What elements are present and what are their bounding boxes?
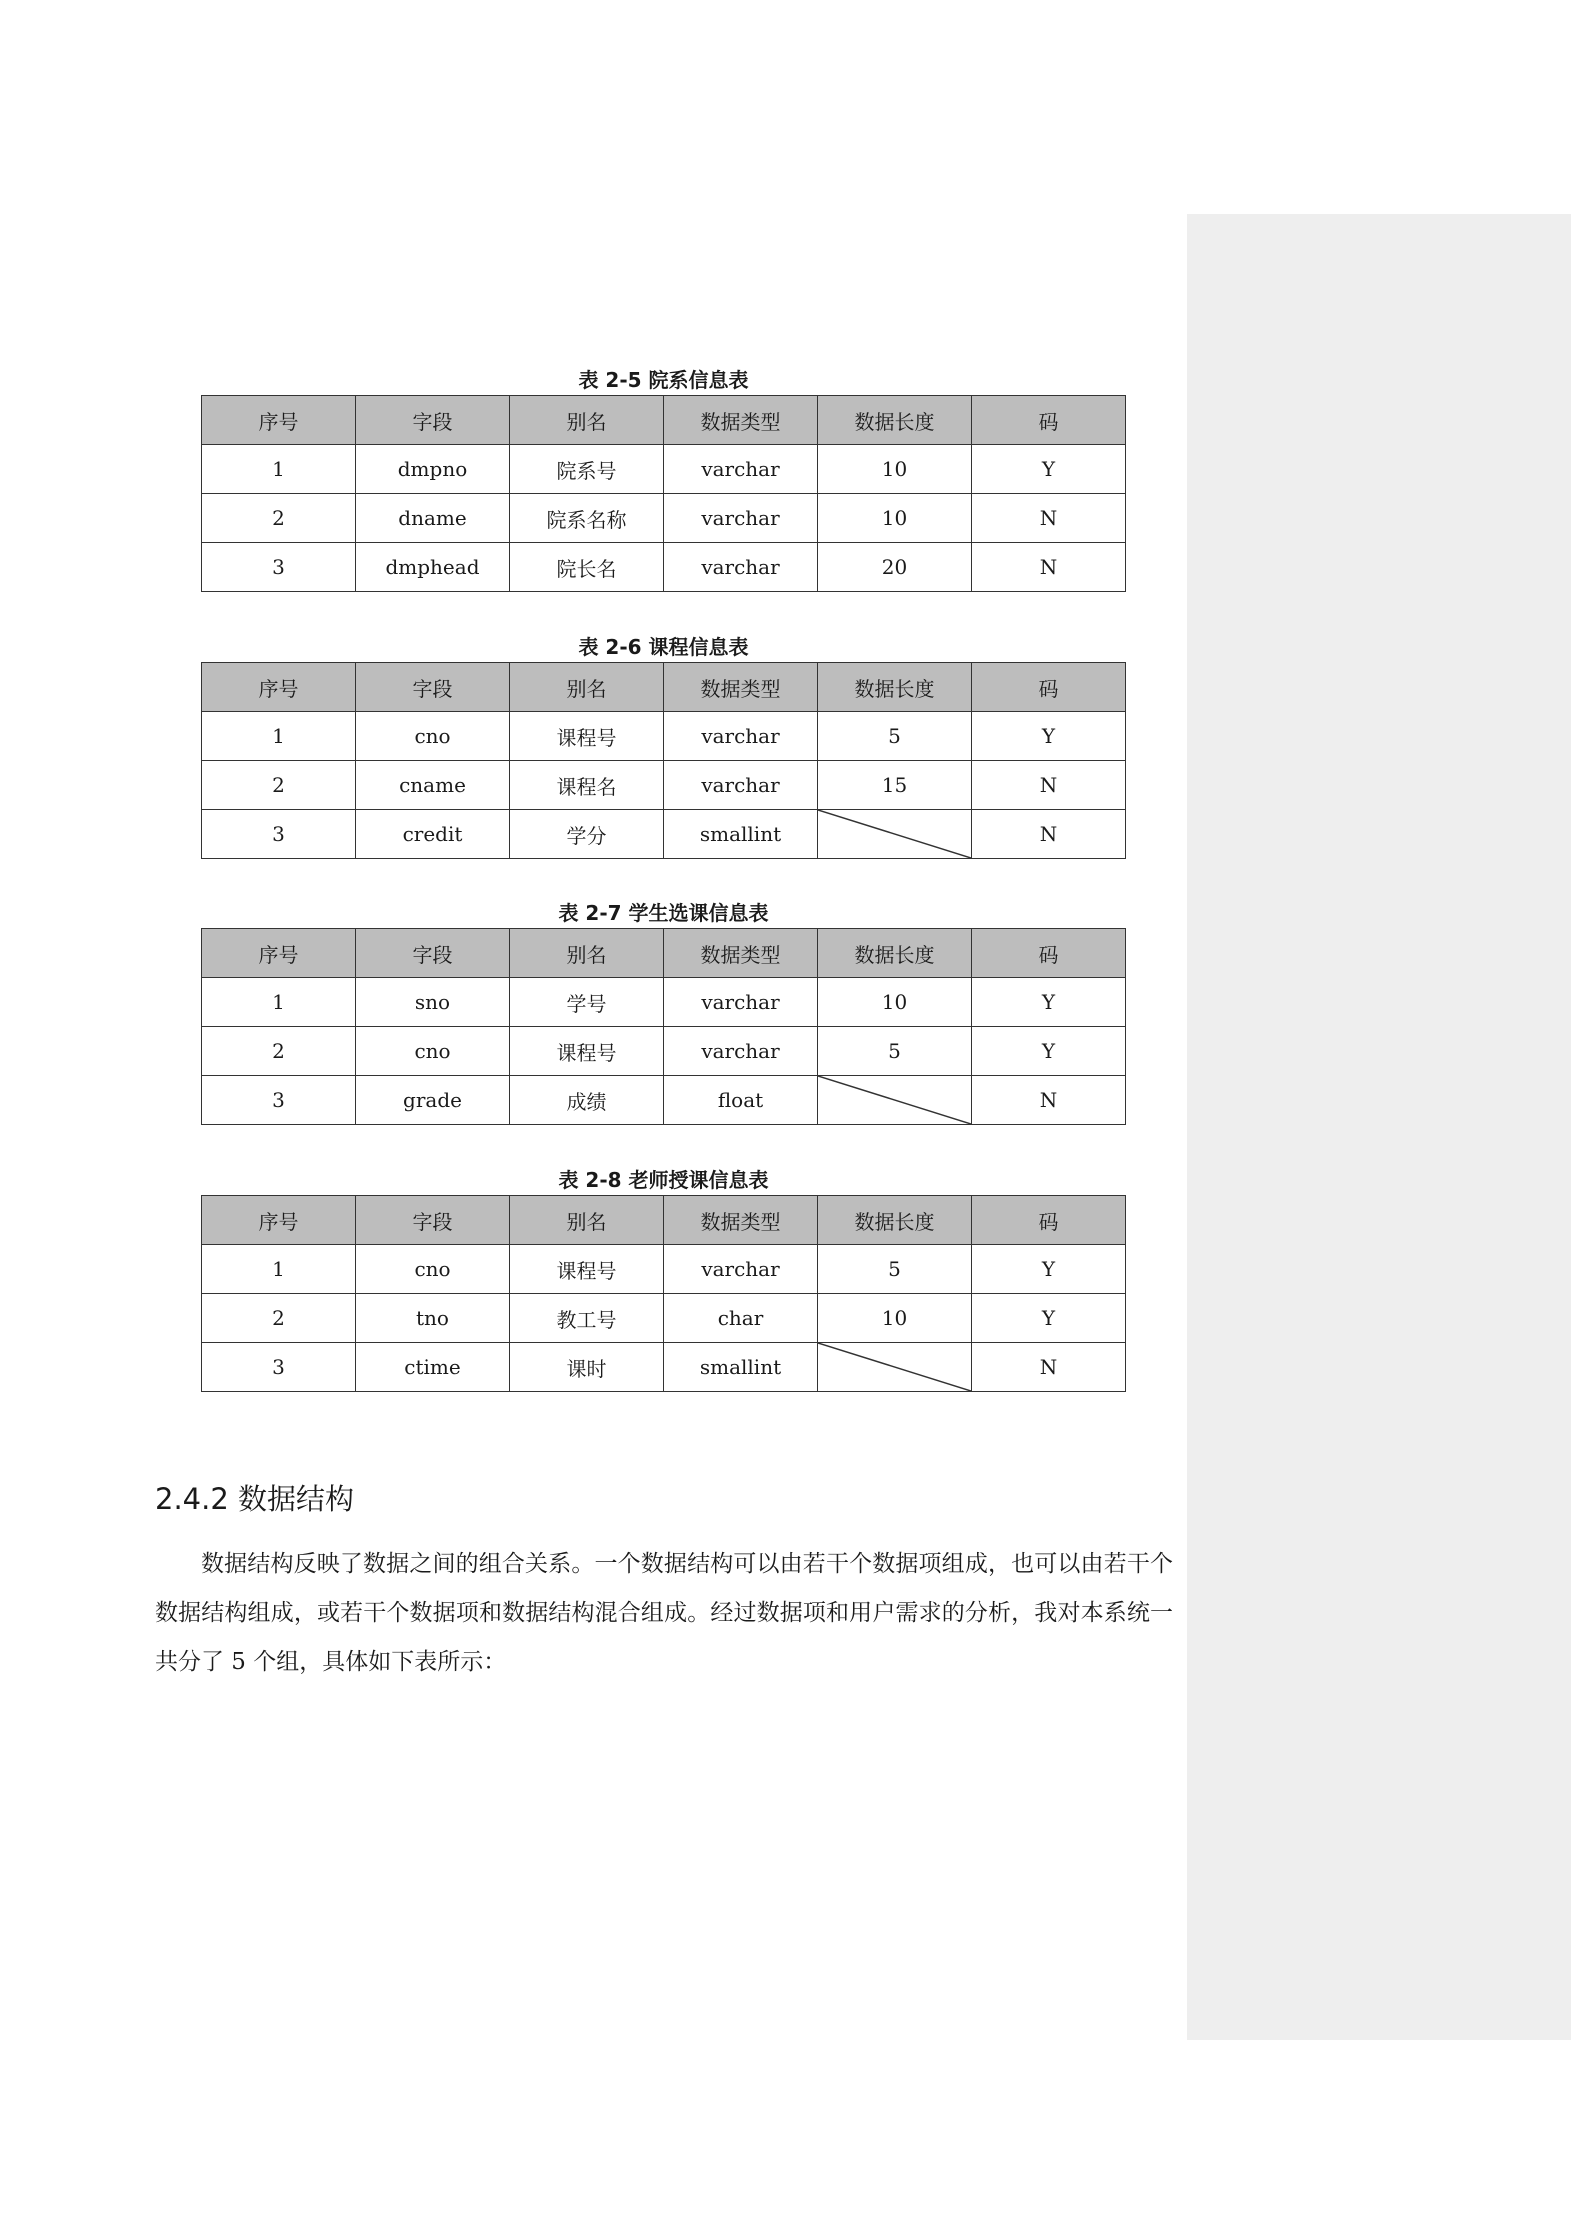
table-cell: grade	[356, 1076, 510, 1125]
diagonal-empty-cell	[818, 1343, 972, 1392]
data-table	[201, 1195, 1126, 1392]
table-cell: N	[972, 494, 1126, 543]
table-cell: 15	[818, 761, 972, 810]
table-cell: N	[972, 543, 1126, 592]
table-row	[202, 761, 1126, 810]
table-row	[202, 445, 1126, 494]
table-header-row	[202, 929, 1126, 978]
table-caption: 表 2-8 老师授课信息表	[558, 1168, 769, 1192]
table-cell: float	[664, 1076, 818, 1125]
column-header: 序号	[202, 1196, 356, 1245]
table-cell: varchar	[664, 1245, 818, 1294]
column-header: 数据长度	[818, 1196, 972, 1245]
data-table	[201, 928, 1126, 1125]
column-header: 字段	[356, 1196, 510, 1245]
table-cell: 学号	[510, 978, 664, 1027]
column-header: 数据类型	[664, 929, 818, 978]
table-cell: 院系号	[510, 445, 664, 494]
table-header-row	[202, 396, 1126, 445]
table-cell: N	[972, 810, 1126, 859]
table-cell: 5	[818, 1027, 972, 1076]
column-header: 码	[972, 1196, 1126, 1245]
table-cell: 10	[818, 978, 972, 1027]
table-cell: 课程号	[510, 712, 664, 761]
table-cell: Y	[972, 445, 1126, 494]
table-cell: N	[972, 1076, 1126, 1125]
table-cell: cno	[356, 1027, 510, 1076]
table-cell: 1	[202, 978, 356, 1027]
table-cell: 1	[202, 1245, 356, 1294]
table-block	[201, 898, 1126, 1125]
table-cell: 课程号	[510, 1027, 664, 1076]
column-header: 字段	[356, 929, 510, 978]
column-header: 数据类型	[664, 1196, 818, 1245]
table-cell: 20	[818, 543, 972, 592]
table-cell: Y	[972, 1294, 1126, 1343]
table-cell: cno	[356, 712, 510, 761]
table-row	[202, 810, 1126, 859]
table-cell: cno	[356, 1245, 510, 1294]
column-header: 码	[972, 663, 1126, 712]
table-cell: smallint	[664, 810, 818, 859]
column-header: 数据类型	[664, 396, 818, 445]
column-header: 字段	[356, 396, 510, 445]
table-cell: 3	[202, 1076, 356, 1125]
table-caption: 表 2-7 学生选课信息表	[558, 901, 769, 925]
table-cell: varchar	[664, 761, 818, 810]
table-cell: dname	[356, 494, 510, 543]
table-cell: varchar	[664, 978, 818, 1027]
table-cell: 院系名称	[510, 494, 664, 543]
table-cell: varchar	[664, 1027, 818, 1076]
table-row	[202, 1343, 1126, 1392]
table-cell: Y	[972, 1245, 1126, 1294]
table-cell: ctime	[356, 1343, 510, 1392]
diagonal-empty-cell	[818, 810, 972, 859]
data-table	[201, 395, 1126, 592]
table-cell: sno	[356, 978, 510, 1027]
table-block	[201, 1165, 1126, 1392]
section-title: 2.4.2 数据结构	[155, 1482, 355, 1516]
table-cell: 3	[202, 543, 356, 592]
table-cell: varchar	[664, 543, 818, 592]
table-cell: 5	[818, 1245, 972, 1294]
table-cell: dmpno	[356, 445, 510, 494]
table-cell: Y	[972, 712, 1126, 761]
table-row	[202, 978, 1126, 1027]
table-row	[202, 1245, 1126, 1294]
column-header: 码	[972, 396, 1126, 445]
comment-sidebar	[1187, 214, 1571, 2040]
table-cell: smallint	[664, 1343, 818, 1392]
data-table	[201, 662, 1126, 859]
table-cell: 1	[202, 712, 356, 761]
column-header: 数据长度	[818, 929, 972, 978]
table-cell: varchar	[664, 445, 818, 494]
diagonal-empty-cell	[818, 1076, 972, 1125]
table-row	[202, 494, 1126, 543]
column-header: 序号	[202, 663, 356, 712]
column-header: 序号	[202, 929, 356, 978]
table-row	[202, 712, 1126, 761]
table-cell: N	[972, 761, 1126, 810]
column-header: 字段	[356, 663, 510, 712]
table-header-row	[202, 663, 1126, 712]
table-cell: 教工号	[510, 1294, 664, 1343]
table-cell: 10	[818, 494, 972, 543]
table-cell: cname	[356, 761, 510, 810]
table-caption: 表 2-6 课程信息表	[578, 635, 749, 659]
table-cell: N	[972, 1343, 1126, 1392]
table-cell: 课程名	[510, 761, 664, 810]
table-cell: 学分	[510, 810, 664, 859]
column-header: 别名	[510, 663, 664, 712]
table-cell: 5	[818, 712, 972, 761]
table-cell: 2	[202, 1294, 356, 1343]
table-row	[202, 1294, 1126, 1343]
table-header-row	[202, 1196, 1126, 1245]
column-header: 别名	[510, 929, 664, 978]
table-cell: 成绩	[510, 1076, 664, 1125]
table-row	[202, 1027, 1126, 1076]
table-cell: 10	[818, 445, 972, 494]
column-header: 数据长度	[818, 396, 972, 445]
section-paragraph: 数据结构反映了数据之间的组合关系。一个数据结构可以由若干个数据项组成，也可以由若干个数据结构组成，或若干个数据项和数据结构混合组成。经过数据项和用户需求的分析，我对本系统一共分了 5 个组，具体如下表所示：	[155, 1551, 1173, 1675]
table-cell: 课时	[510, 1343, 664, 1392]
table-row	[202, 1076, 1126, 1125]
table-cell: 1	[202, 445, 356, 494]
table-caption: 表 2-5 院系信息表	[578, 368, 749, 392]
table-cell: char	[664, 1294, 818, 1343]
table-block	[201, 632, 1126, 859]
column-header: 序号	[202, 396, 356, 445]
table-cell: tno	[356, 1294, 510, 1343]
column-header: 码	[972, 929, 1126, 978]
table-cell: varchar	[664, 712, 818, 761]
table-cell: dmphead	[356, 543, 510, 592]
table-cell: credit	[356, 810, 510, 859]
table-cell: 2	[202, 761, 356, 810]
table-cell: varchar	[664, 494, 818, 543]
table-row	[202, 543, 1126, 592]
table-cell: 3	[202, 810, 356, 859]
column-header: 别名	[510, 396, 664, 445]
table-block	[201, 365, 1126, 592]
table-cell: Y	[972, 1027, 1126, 1076]
column-header: 数据长度	[818, 663, 972, 712]
table-cell: Y	[972, 978, 1126, 1027]
table-cell: 2	[202, 494, 356, 543]
table-cell: 院长名	[510, 543, 664, 592]
table-cell: 10	[818, 1294, 972, 1343]
column-header: 别名	[510, 1196, 664, 1245]
table-cell: 2	[202, 1027, 356, 1076]
table-cell: 3	[202, 1343, 356, 1392]
column-header: 数据类型	[664, 663, 818, 712]
table-cell: 课程号	[510, 1245, 664, 1294]
